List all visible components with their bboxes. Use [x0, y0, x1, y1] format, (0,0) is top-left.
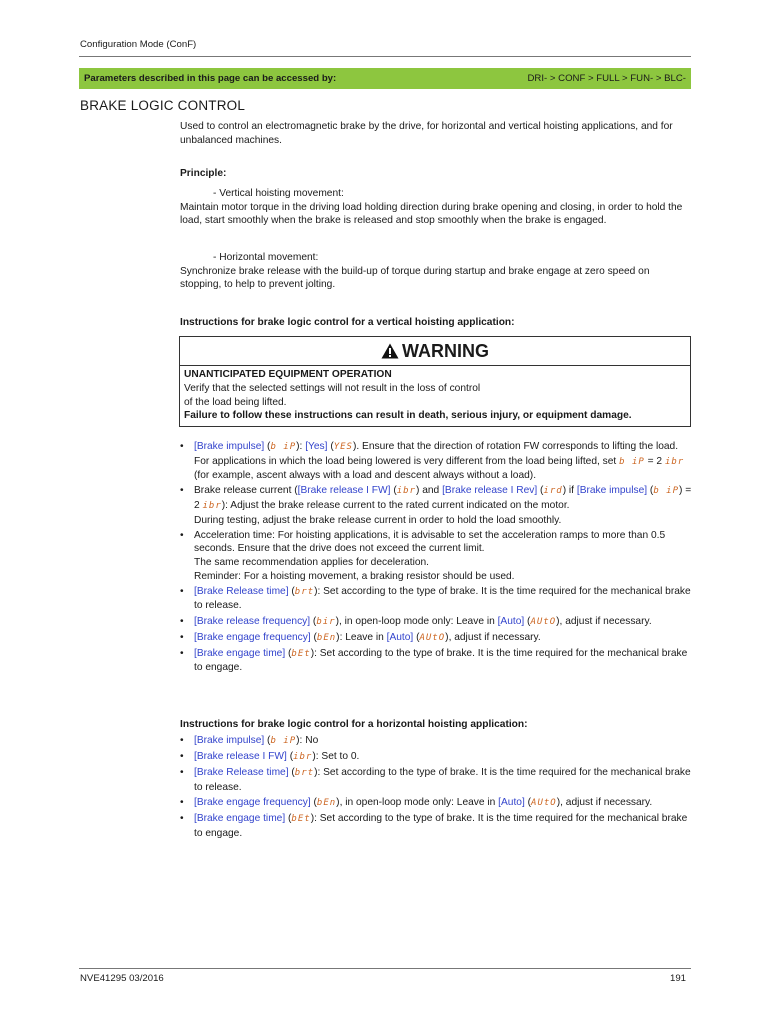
intro-text: Used to control an electromagnetic brake by the drive, for horizontal and vertical hoisting applications, and for unbalanced machines.	[180, 121, 673, 146]
warning-line-2: of the load being lifted.	[184, 396, 287, 408]
warning-box	[179, 336, 691, 427]
param-code: AUtO	[530, 616, 557, 627]
param-link[interactable]: [Brake engage time]	[194, 647, 286, 659]
access-bar-label: Parameters described in this page can be accessed by:	[84, 73, 337, 84]
param-code: b iP	[653, 486, 679, 497]
param-code: ibr	[293, 752, 313, 763]
param-code: b iP	[270, 442, 297, 452]
param-link[interactable]: [Brake impulse]	[576, 485, 648, 497]
param-code: ird	[543, 486, 563, 497]
list-item: • Brake release current ([Brake release I FW] (ibr) and [Brake release I Rev] (ird) if [Brake impulse] (b iP) = 2 ibr): Adjust the brake release current to the rated current indicated on the motor. During testing, adjust the brake release current in order to hold the load smoothly.	[180, 485, 692, 526]
principle-vertical	[180, 187, 690, 228]
param-link[interactable]: [Brake engage time]	[194, 813, 286, 825]
header-divider	[79, 56, 691, 57]
param-link[interactable]: [Brake impulse]	[194, 441, 265, 452]
param-link[interactable]: [Brake Release time]	[194, 585, 289, 597]
param-link[interactable]: [Auto]	[497, 615, 525, 627]
warning-header	[180, 337, 690, 366]
param-link[interactable]: [Brake impulse]	[194, 735, 265, 746]
param-code: bir	[316, 616, 336, 627]
list-item: • [Brake release I FW] (ibr): Set to 0.	[180, 751, 360, 763]
param-code: b iP	[270, 736, 297, 746]
list-item: • [Brake impulse] (b iP): No	[180, 735, 319, 746]
list-item: • [Brake impulse] (b iP): [Yes] (YES). Ensure that the direction of rotation FW corresponds to lifting the load. For applications in which the load being lowered is very different from the load being lifted, set b iP = 2 ibr (for example, ascent always with a load and descent always without a load).	[180, 441, 685, 482]
warning-body	[180, 366, 690, 425]
list-item: • [Brake engage time] (bEt): Set according to the type of brake. It is the time required for the mechanical brake to engage.	[180, 813, 688, 839]
page-number: 191	[669, 973, 686, 984]
vertical-heading: Instructions for brake logic control for a vertical hoisting application:	[180, 317, 515, 328]
param-code: ibr	[664, 456, 685, 467]
param-link[interactable]: [Brake release frequency]	[194, 615, 311, 627]
param-code: b iP	[619, 456, 645, 467]
principle-heading: Principle:	[180, 168, 227, 179]
warning-line-1: Verify that the selected settings will not result in the loss of control	[184, 382, 481, 394]
param-link[interactable]: [Brake release I FW]	[194, 751, 287, 763]
vertical-text: Maintain motor torque in the driving load holding direction during brake opening and closing, in order to hold the load, start smoothly when the brake is released and stop smoothly when the brake is engaged.	[180, 201, 683, 227]
param-link[interactable]: [Brake release I FW]	[297, 485, 391, 497]
list-item: • [Brake release frequency] (bir), in open-loop mode only: Leave in [Auto] (AUtO), adjust if necessary.	[180, 615, 652, 627]
vertical-label: - Vertical hoisting movement:	[213, 188, 344, 199]
warning-triangle-icon	[381, 343, 399, 359]
list-item: • Acceleration time: For hoisting applications, it is advisable to set the acceleration ramps to more than 0.5 seconds. Ensure that the drive does not exceed the current limit. The same recommendation applies for deceleration. Reminder: For a hoisting movement, a braking resistor should be used.	[180, 529, 666, 582]
param-link[interactable]: [Auto]	[498, 797, 525, 809]
page-header: Configuration Mode (ConF)	[80, 39, 197, 50]
footer-doc-id: NVE41295 03/2016	[80, 973, 164, 984]
warning-failure: Failure to follow these instructions can result in death, serious injury, or equipment damage.	[184, 410, 632, 422]
param-code: bEt	[291, 814, 311, 825]
footer-divider	[79, 968, 691, 969]
param-code: AUtO	[531, 798, 557, 809]
param-code: ibr	[202, 500, 222, 511]
access-bar-path: DRI- > CONF > FULL > FUN- > BLC-	[527, 73, 686, 84]
param-link[interactable]: [Brake release I Rev]	[442, 485, 538, 497]
param-code: bEn	[316, 798, 337, 809]
horizontal-text: Synchronize brake release with the build-up of torque during startup and brake engage at zero speed on stopping, to help to prevent jolting.	[180, 265, 650, 291]
section-title: BRAKE LOGIC CONTROL	[80, 98, 246, 113]
list-item: • [Brake engage time] (bEt): Set according to the type of brake. It is the time required for the mechanical brake to engage.	[180, 647, 688, 674]
param-code: bEt	[291, 648, 311, 659]
param-link[interactable]: [Brake engage frequency]	[194, 631, 311, 643]
list-item: • [Brake Release time] (brt): Set according to the type of brake. It is the time required for the mechanical brake to release.	[180, 767, 691, 793]
horizontal-label: - Horizontal movement:	[213, 252, 319, 263]
param-code: AUtO	[419, 632, 446, 643]
vertical-instructions	[180, 440, 692, 677]
horizontal-heading: Instructions for brake logic control for a horizontal hoisting application:	[180, 719, 528, 730]
list-item: • [Brake engage frequency] (bEn): Leave in [Auto] (AUtO), adjust if necessary.	[180, 631, 541, 643]
param-link[interactable]: [Yes]	[305, 441, 328, 452]
param-link[interactable]: [Brake engage frequency]	[194, 797, 311, 809]
principle-horizontal	[180, 251, 690, 292]
param-code: YES	[333, 442, 353, 452]
param-code: bEn	[316, 632, 337, 643]
param-link[interactable]: [Auto]	[386, 631, 414, 643]
warning-subtitle: UNANTICIPATED EQUIPMENT OPERATION	[184, 369, 392, 380]
horizontal-instructions	[180, 734, 692, 842]
param-code: brt	[294, 586, 315, 597]
access-bar	[79, 68, 691, 89]
param-code: brt	[294, 768, 315, 779]
param-link[interactable]: [Brake Release time]	[194, 767, 289, 779]
param-code: ibr	[396, 486, 416, 497]
list-item: • [Brake engage frequency] (bEn), in open-loop mode only: Leave in [Auto] (AUtO), adjust if necessary.	[180, 797, 653, 809]
warning-title: WARNING	[402, 340, 489, 361]
list-item: • [Brake Release time] (brt): Set according to the type of brake. It is the time required for the mechanical brake to release.	[180, 585, 691, 612]
